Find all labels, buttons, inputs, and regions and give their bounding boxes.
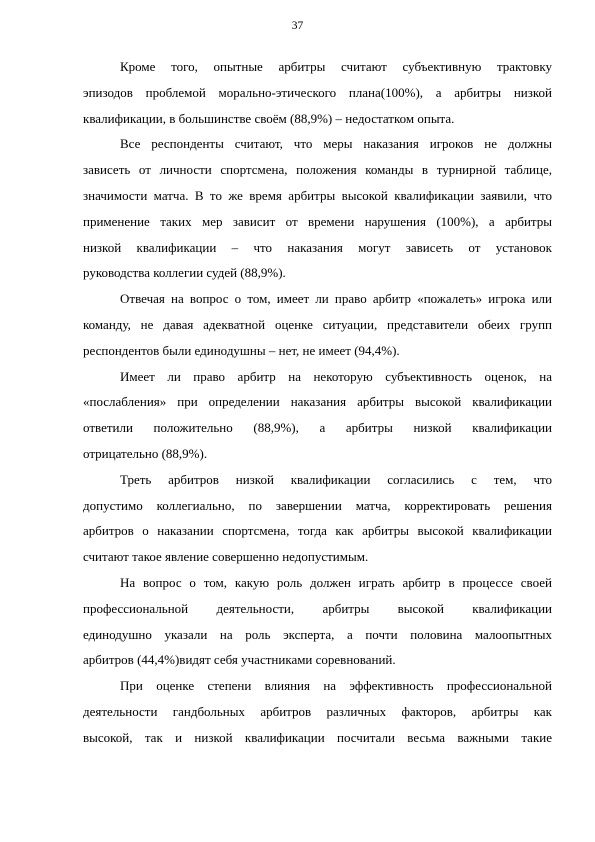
text-line: Отвечая на вопрос о том, имеет ли право арбитр «пожалеть» игрока или xyxy=(120,291,552,307)
paragraph xyxy=(83,286,552,363)
text-line: зависеть от личности спортсмена, положения команды в турнирной таблице, xyxy=(83,162,552,178)
text-line: отрицательно (88,9%). xyxy=(83,445,208,461)
text-line: руководства коллегии судей (88,9%). xyxy=(83,265,286,281)
text-line: На вопрос о том, какую роль должен играть арбитр в процессе своей xyxy=(120,574,552,590)
text-line: команду, не давая адекватной оценке ситуации, представители обеих групп xyxy=(83,316,552,332)
paragraph xyxy=(83,54,552,131)
paragraph xyxy=(83,467,552,570)
paragraph xyxy=(83,131,552,286)
text-line: деятельности гандбольных арбитров различных факторов, арбитры как xyxy=(83,703,552,719)
text-line: единодушно указали на роль эксперта, а почти половина малоопытных xyxy=(83,626,552,642)
text-line: высокой, так и низкой квалификации посчитали весьма важными такие xyxy=(83,729,552,745)
text-line: респондентов были единодушны – нет, не имеет (94,4%). xyxy=(83,342,400,358)
text-line: Все респонденты считают, что меры наказания игроков не должны xyxy=(120,136,552,152)
text-line: арбитров (44,4%)видят себя участниками соревнований. xyxy=(83,652,396,668)
text-line: Треть арбитров низкой квалификации согласились с тем, что xyxy=(120,471,552,487)
text-line: считают такое явление совершенно недопустимым. xyxy=(83,549,369,565)
text-line: Кроме того, опытные арбитры считают субъективную трактовку xyxy=(120,59,552,74)
text-line: При оценке степени влияния на эффективность профессиональной xyxy=(120,678,552,694)
text-line: «послабления» при определении наказания арбитры высокой квалификации xyxy=(83,394,552,410)
page-body xyxy=(83,54,552,751)
text-line: арбитров о наказании спортсмена, тогда как арбитры высокой квалификации xyxy=(83,523,552,539)
page-number: 37 xyxy=(291,20,304,32)
text-line: низкой квалификации – что наказания могут зависеть от установок xyxy=(83,239,552,255)
text-line: допустимо коллегиально, по завершении матча, корректировать решения xyxy=(83,497,552,513)
text-line: применение таких мер зависит от времени нарушения (100%), а арбитры xyxy=(83,213,552,229)
paragraph xyxy=(83,673,552,750)
text-line: профессиональной деятельности, арбитры высокой квалификации xyxy=(83,600,552,616)
text-line: квалификации, в большинстве своём (88,9%) – недостатком опыта. xyxy=(83,110,455,126)
text-line: значимости матча. В то же время арбитры высокой квалификации заявили, что xyxy=(83,187,552,203)
text-line: эпизодов проблемой морально-этического плана(100%), а арбитры низкой xyxy=(83,84,552,100)
paragraph xyxy=(83,364,552,467)
paragraph xyxy=(83,570,552,673)
text-line: ответили положительно (88,9%), а арбитры низкой квалификации xyxy=(83,420,552,436)
text-line: Имеет ли право арбитр на некоторую субъективность оценок, на xyxy=(120,368,552,384)
